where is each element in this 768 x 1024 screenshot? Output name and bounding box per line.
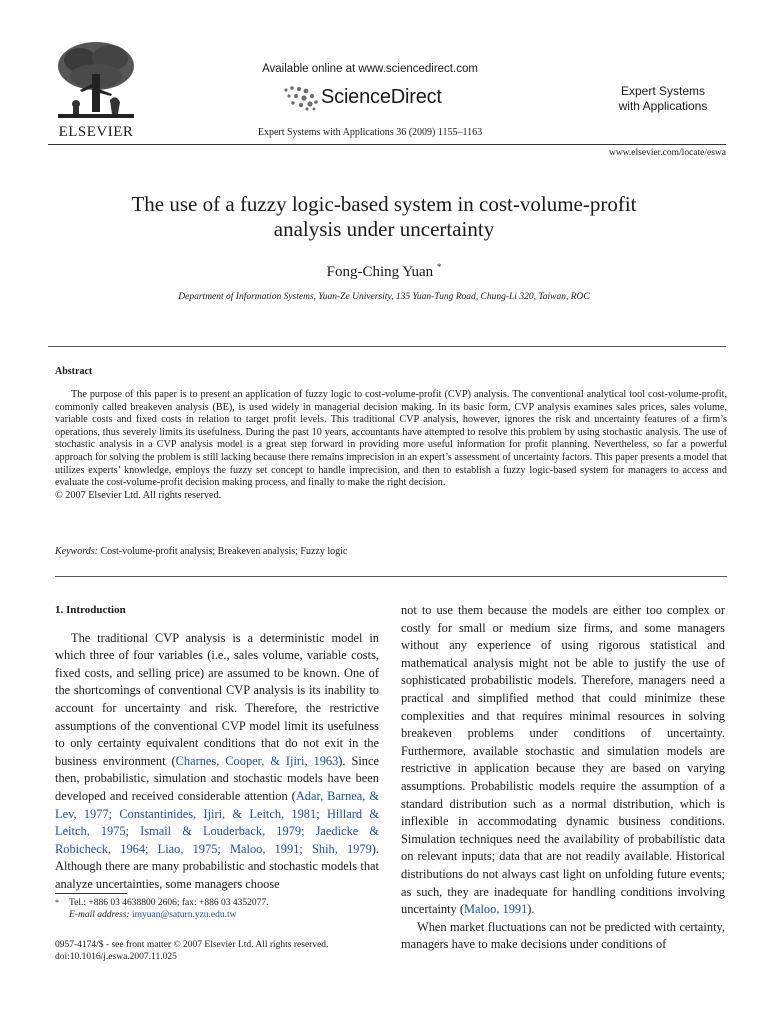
intro-paragraph-1 (55, 630, 379, 894)
footer-doi[interactable]: doi:10.1016/j.eswa.2007.11.025 (55, 952, 177, 962)
footnote-email-label: E-mail address: (69, 910, 130, 920)
intro-text-b: ). Since then, probabilistic, simulation and stochastic models have been developed and received considerable attention ( (55, 753, 379, 803)
abstract-body (55, 389, 727, 502)
keywords-list: Cost-volume-profit analysis; Breakeven analysis; Fuzzy logic (100, 546, 348, 557)
author-name: Fong-Ching Yuan (326, 264, 434, 280)
intro-text-c: ). Although there are many probabilistic and stochastic models that analyze uncertainties, some managers choose (55, 841, 379, 891)
keywords-label: Keywords: (55, 546, 98, 557)
author-footnote (55, 897, 385, 921)
journal-reference: Expert Systems with Applications 36 (2009) 1155–1163 (257, 127, 483, 138)
title-line2: analysis under uncertainty (273, 217, 495, 241)
abstract-bottom-rule (55, 576, 727, 577)
publisher-name: ELSEVIER (58, 124, 134, 140)
footnote-tel: Tel.: +886 03 4638800 2606; fax: +886 03 4352077. (69, 898, 269, 908)
footer-issn: 0957-4174/$ - see front matter © 2007 Elsevier Ltd. All rights reserved. (55, 940, 329, 950)
footnote-mark: * (55, 898, 59, 907)
intro-text-e: ). (527, 902, 535, 917)
abstract-copyright: © 2007 Elsevier Ltd. All rights reserved. (55, 489, 222, 501)
intro-text-d: not to use them because the models are either too complex or costly for small or medium size firms, and some managers without any experience of using rigorous statistical and mathematical analysis might not be able to justify the use of sophisticated probabilistic models. Therefore, managers need a practical and simplified method that could minimize these complexities and that requires minimal resources in solving breakeven problems under conditions of uncertainty. Furthermore, available stochastic and simulation models are restrictive in application because they are based on varying assumptions. Probabilistic models require the assumption of a standard distribution such as a normal distribution, which is inflexible in accommodating dynamic business conditions. Simulation techniques need the availability of probabilistic data on relevant inputs; data that are not readily available. Historical distributions do not always cast light on unfolding future events; as such, they are inadequate for handling conditions involving uncertainty ( (401, 603, 725, 917)
right-column (401, 602, 725, 954)
author-footnote-mark[interactable]: * (436, 262, 442, 272)
page-footer (55, 939, 415, 963)
title-line1: The use of a fuzzy logic-based system in cost-volume-profit (131, 192, 637, 216)
header-rule (48, 144, 726, 145)
left-column (55, 602, 379, 894)
abstract-heading: Abstract (55, 366, 93, 377)
sciencedirect-logo (280, 82, 480, 114)
journal-name-line1: Expert Systems (620, 84, 706, 98)
intro-paragraph-1-cont (401, 602, 725, 919)
citation-link[interactable]: Charnes, Cooper, & Ijiri, 1963 (175, 753, 339, 768)
article-title (60, 192, 708, 242)
journal-name (604, 84, 722, 114)
abstract-text: The purpose of this paper is to present an application of fuzzy logic to cost-volume-profit (CVP) analysis. The conventional analytical tool cost-volume-profit, commonly called breakeven analysis (BE), is used widely in managerial decision making. In its basic form, CVP analysis examines sales prices, sales volume, variable costs and fixed costs in relation to target profit levels. This traditional CVP analysis, however, ignores the risk and uncertainty features of a firm’s operations, thus severely limits its usefulness. During the past 10 years, accountants have attempted to resolve this problem by using stochastic analysis. The use of stochastic analysis in a CVP analysis model is a great step forward in providing more useful information for profit planning. Nevertheless, so far a powerful approach for solving the problem is still lacking because there remains imprecision in an expert’s assessment of uncertainty factors. This paper presents a model that utilizes experts’ knowledge, employs the fuzzy set concept to handle imprecision, and then to establish a fuzzy logic-based system for managers to access and evaluate the cost-volume-profit decision making process, and finally to make the right decision. (55, 389, 727, 489)
sciencedirect-brand: ScienceDirect (321, 86, 442, 108)
journal-name-line2: with Applications (618, 99, 708, 113)
section-heading: 1. Introduction (55, 604, 126, 616)
abstract-top-rule (48, 346, 726, 347)
author-affiliation: Department of Information Systems, Yuan-Ze University, 135 Yuan-Tung Road, Chung-Li 320, Taiwan, ROC (178, 292, 590, 302)
footnote-rule (55, 893, 127, 894)
sciencedirect-dots-icon (280, 84, 322, 112)
keywords-line (55, 546, 727, 557)
citation-link[interactable]: Maloo, 1991 (463, 902, 528, 917)
citation-link[interactable]: Adar, Barnea, & Lev, 1977; Constantinides, Ijiri, & Leitch, 1981; Hillard & Leitch, 1975; Ismail & Louderback, 1979; Jaedicke & Robicheck, 1964; Liao, 1975; Maloo, 1991; Shih, 1979 (55, 788, 379, 856)
author-line (60, 262, 708, 281)
available-online-text: Available online at www.sciencedirect.com (262, 63, 478, 75)
footnote-email[interactable]: imyuan@saturn.yzu.edu.tw (131, 910, 237, 920)
journal-url[interactable]: www.elsevier.com/locate/eswa (608, 148, 726, 158)
intro-paragraph-2: When market fluctuations can not be predicted with certainty, managers have to make decisions under conditions of (401, 919, 725, 952)
intro-text-a: The traditional CVP analysis is a deterministic model in which three of four variables (i.e., sales volume, variable costs, fixed costs, and selling price) are assumed to be known. One of the shortcomings of conventional CVP analysis is its inability to account for uncertainty and risk. Therefore, the restrictive assumptions of the conventional CVP model limit its usefulness to only certainty equivalent conditions that do not exit in the business environment ( (55, 630, 379, 768)
